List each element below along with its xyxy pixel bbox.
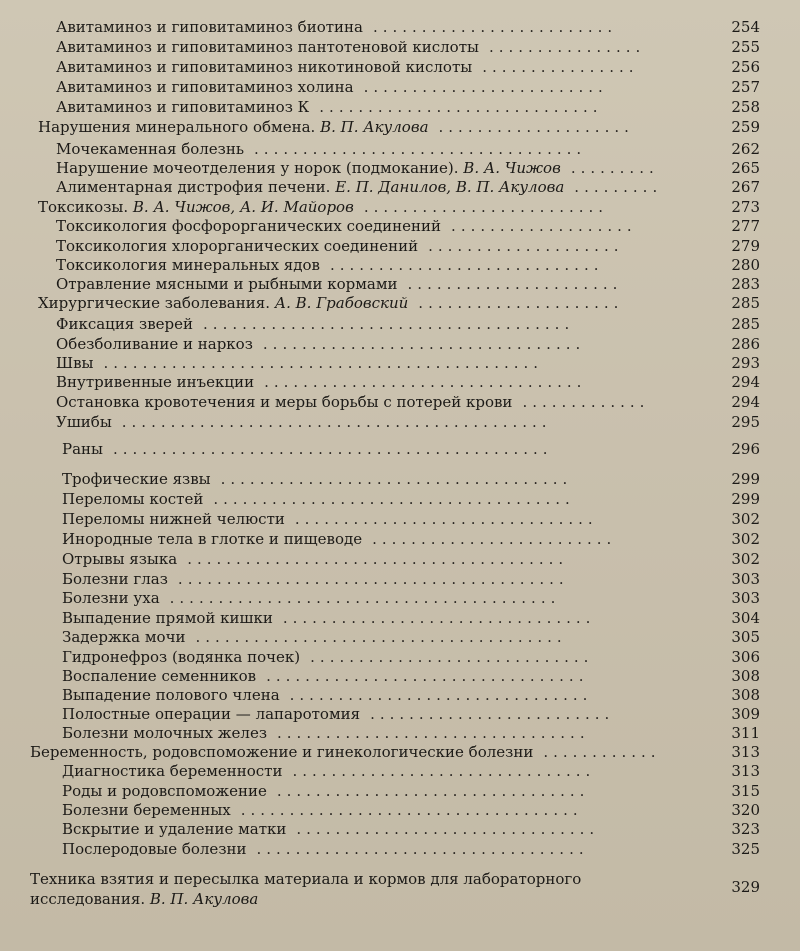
toc-entry-title [62, 762, 282, 780]
toc-entry-page: 309 [731, 705, 760, 723]
toc-entry-title-text: Болезни беременных [62, 801, 231, 819]
dot-leader: .................................. [256, 840, 589, 858]
dot-leader: ........................................ [177, 570, 569, 588]
toc-entry-page: 302 [731, 530, 760, 548]
toc-entry-page: 305 [731, 628, 760, 646]
toc-entry-page: 259 [731, 118, 760, 136]
toc-entry-title [62, 490, 203, 508]
toc-entry-page: 329 [731, 878, 760, 896]
dot-leader: ............................ [329, 256, 604, 274]
toc-entry-page: 294 [731, 393, 760, 411]
toc-entry-title [38, 294, 408, 312]
toc-entry-page: 256 [731, 58, 760, 76]
toc-entry-author: А. В. Грабовский [274, 294, 409, 312]
dot-leader: ................................ [277, 724, 590, 742]
toc-entry-title-text: Обезболивание и наркоз [56, 335, 253, 353]
toc-entry-title-text: Болезни молочных желез [62, 724, 268, 742]
toc-entry-page: 302 [731, 510, 760, 528]
toc-entry-title [62, 589, 160, 607]
toc-entry-title [62, 570, 168, 588]
dot-leader: ....................................... [187, 550, 569, 568]
toc-entry-title-text: Авитаминоз и гиповитаминоз пантотеновой кислоты [56, 38, 479, 56]
toc-entry-title-text: Выпадение полового члена [62, 686, 280, 704]
dot-leader: ............................. [319, 98, 603, 116]
dot-leader: ......................... [372, 530, 617, 548]
dot-leader: ................................ [282, 609, 596, 627]
toc-entry-title [56, 18, 363, 36]
toc-entry-title [56, 256, 320, 274]
toc-entry-page: 315 [731, 782, 760, 800]
toc-entry-title [56, 373, 254, 391]
toc-entry-title [30, 870, 581, 888]
toc-entry-title-text: Переломы костей [62, 490, 204, 508]
toc-entry-title [56, 38, 479, 56]
toc-entry-title-text: Мочекаменная болезнь [56, 140, 245, 158]
toc-entry-title [56, 335, 253, 353]
toc-entry-page: 296 [731, 440, 760, 458]
toc-entry-title-text: Токсикозы. [38, 198, 129, 216]
toc-entry-title [62, 686, 280, 704]
toc-entry-page: 267 [731, 178, 760, 196]
toc-entry-title-text: Задержка мочи [62, 628, 186, 646]
toc-entry-page: 280 [731, 256, 760, 274]
toc-entry-title-text: Полостные операции — лапаротомия [62, 705, 361, 723]
dot-leader: ............................. [310, 648, 594, 666]
dot-leader: ......... [574, 178, 663, 196]
toc-entry-title-text: Роды и родовспоможение [62, 782, 267, 800]
dot-leader: ..................... [418, 294, 624, 312]
toc-entry-page: 285 [731, 294, 760, 312]
dot-leader: ......................... [370, 705, 615, 723]
toc-entry-title-text: Выпадение прямой кишки [62, 609, 273, 627]
toc-entry-title [62, 440, 103, 458]
dot-leader: ......................... [363, 78, 608, 96]
toc-entry-page: 283 [731, 275, 760, 293]
dot-leader: ...................................... [203, 315, 575, 333]
toc-entry-title [56, 58, 472, 76]
dot-leader: ...................... [407, 275, 623, 293]
toc-entry-page: 254 [731, 18, 760, 36]
toc-entry-title [56, 140, 244, 158]
toc-entry-page: 313 [731, 762, 760, 780]
dot-leader: ........................................ [169, 589, 561, 607]
dot-leader: ................... [451, 217, 637, 235]
toc-entry-title [62, 550, 177, 568]
toc-entry-title [62, 470, 211, 488]
toc-entry-title [56, 217, 441, 235]
toc-entry-page: 255 [731, 38, 760, 56]
toc-entry-title-text: Токсикология минеральных ядов [56, 256, 320, 274]
toc-entry-page: 303 [731, 570, 760, 588]
dot-leader: ............................... [294, 510, 598, 528]
toc-entry-title [62, 648, 300, 666]
toc-entry-title [56, 354, 94, 372]
toc-entry-page: 257 [731, 78, 760, 96]
toc-entry-title-text: Отравление мясными и рыбными кормами [56, 275, 398, 293]
toc-entry-title [38, 198, 354, 216]
toc-entry-title-text: Переломы нижней челюсти [62, 510, 285, 528]
toc-entry-page: 302 [731, 550, 760, 568]
toc-entry-title-text: Фиксация зверей [56, 315, 194, 333]
toc-entry-title [62, 609, 273, 627]
toc-entry-page: 304 [731, 609, 760, 627]
toc-entry-title-text: Болезни глаз [62, 570, 168, 588]
toc-entry-title-text: Авитаминоз и гиповитаминоз никотиновой кислоты [56, 58, 473, 76]
toc-entry-page: 299 [731, 490, 760, 508]
toc-entry-page: 273 [731, 198, 760, 216]
dot-leader: .................... [438, 118, 634, 136]
toc-entry-title-text: Отрывы языка [62, 550, 178, 568]
toc-entry-title-text: Внутривенные инъекции [56, 373, 255, 391]
toc-entry-title-text: Хирургические заболевания. [38, 294, 270, 312]
dot-leader: ............ [543, 743, 661, 761]
toc-entry-page: 295 [731, 413, 760, 431]
dot-leader: .................................... [220, 470, 573, 488]
toc-entry-title-text: Трофические язвы [62, 470, 211, 488]
dot-leader: ............................... [296, 820, 600, 838]
toc-entry-title-text: Воспаление семенников [62, 667, 257, 685]
dot-leader: ......................... [372, 18, 618, 36]
dot-leader: ...................................... [195, 628, 567, 646]
toc-entry-page: 311 [731, 724, 760, 742]
toc-entry-author: В. П. Акулова [320, 118, 429, 136]
dot-leader: ............................... [292, 762, 596, 780]
toc-entry-title [62, 510, 285, 528]
toc-entry-title [62, 530, 362, 548]
toc-entry-page: 293 [731, 354, 760, 372]
toc-entry-page: 277 [731, 217, 760, 235]
toc-entry-title-text: Нарушения минерального обмена. [38, 118, 316, 136]
toc-entry-author: В. А. Чижов [463, 159, 561, 177]
toc-entry-title [62, 801, 231, 819]
toc-entry-title-text: Гидронефроз (водянка почек) [62, 648, 301, 666]
toc-entry-title [62, 820, 286, 838]
dot-leader: ............. [522, 393, 650, 411]
toc-entry-title [62, 667, 256, 685]
dot-leader: ............................................ [121, 413, 552, 431]
dot-leader: ................................. [262, 335, 586, 353]
toc-entry-title [62, 724, 267, 742]
toc-entry-title-text: Послеродовые болезни [62, 840, 247, 858]
toc-entry-title [62, 782, 267, 800]
toc-entry-title-text: Авитаминоз и гиповитаминоз холина [56, 78, 354, 96]
toc-entry-title [56, 237, 418, 255]
dot-leader: ............................................. [112, 440, 553, 458]
dot-leader: ................................. [264, 373, 587, 391]
toc-entry-page: 320 [731, 801, 760, 819]
toc-entry-title [56, 159, 561, 177]
toc-entry-title-text: Нарушение мочеотделения у норок (подмокание). [56, 159, 459, 177]
toc-entry-title-text: Авитаминоз и гиповитаминоз К [56, 98, 310, 116]
dot-leader: ................................... [240, 801, 583, 819]
toc-entry-title [56, 178, 564, 196]
toc-entry-title-text: Токсикология фосфорорганических соединений [56, 217, 442, 235]
dot-leader: ................................ [276, 782, 590, 800]
toc-entry-page: 313 [731, 743, 760, 761]
toc-entry-title-text: Остановка кровотечения и меры борьбы с потерей крови [56, 393, 513, 411]
toc-entry-title [62, 705, 360, 723]
toc-entry-page: 308 [731, 686, 760, 704]
toc-entry-page: 303 [731, 589, 760, 607]
toc-entry-page: 265 [731, 159, 760, 177]
toc-entry-author: Е. П. Данилов, В. П. Акулова [335, 178, 565, 196]
toc-entry-title [56, 275, 398, 293]
dot-leader: ............................... [289, 686, 593, 704]
toc-entry-title [56, 315, 193, 333]
dot-leader: ................................. [266, 667, 589, 685]
dot-leader: ................ [482, 58, 639, 76]
toc-entry-title [56, 98, 309, 116]
toc-entry-title-text: Вскрытие и удаление матки [62, 820, 287, 838]
toc-entry-title [56, 413, 112, 431]
dot-leader: ......... [570, 159, 659, 177]
toc-entry-page: 306 [731, 648, 760, 666]
toc-entry-title [30, 743, 533, 761]
toc-entry-title-text: Алиментарная дистрофия печени. [56, 178, 331, 196]
toc-entry-title [62, 840, 247, 858]
dot-leader: ................ [488, 38, 646, 56]
toc-entry-title-text: Швы [56, 354, 94, 372]
toc-entry-title-text: Токсикология хлорорганических соединений [56, 237, 419, 255]
toc-entry-page: 285 [731, 315, 760, 333]
toc-entry-title-continued: исследования. В. П. Акулова [30, 890, 259, 908]
toc-entry-title-text: Инородные тела в глотке и пищеводе [62, 530, 363, 548]
dot-leader: ............................................. [103, 354, 544, 372]
toc-entry-title-text: Болезни уха [62, 589, 160, 607]
toc-entry-title-text: Диагностика беременности [62, 762, 283, 780]
toc-entry-title [56, 78, 354, 96]
toc-entry-title-text: Техника взятия и пересылка материала и кормов для лабораторного [30, 870, 582, 888]
toc-entry-page: 294 [731, 373, 760, 391]
toc-entry-title [62, 628, 186, 646]
toc-entry-title [56, 393, 512, 411]
toc-entry-page: 323 [731, 820, 760, 838]
toc-entry-title-text: Беременность, родовспоможение и гинекологические болезни [30, 743, 534, 761]
dot-leader: ..................................... [213, 490, 575, 508]
dot-leader: .................... [428, 237, 624, 255]
toc-entry-page: 258 [731, 98, 760, 116]
toc-entry-page: 325 [731, 840, 760, 858]
dot-leader: .................................. [254, 140, 587, 158]
toc-entry-title-text: Ушибы [56, 413, 112, 431]
toc-entry-title-text: Раны [62, 440, 103, 458]
toc-entry-page: 299 [731, 470, 760, 488]
toc-entry-title-text: Авитаминоз и гиповитаминоз биотина [56, 18, 363, 36]
toc-entry-page: 286 [731, 335, 760, 353]
toc-entry-page: 308 [731, 667, 760, 685]
toc-entry-author: В. А. Чижов, А. И. Майоров [132, 198, 354, 216]
toc-entry-title [38, 118, 429, 136]
toc-entry-page: 262 [731, 140, 760, 158]
toc-entry-author: В. П. Акулова [149, 890, 259, 908]
toc-entry-page: 279 [731, 237, 760, 255]
dot-leader: ......................... [363, 198, 609, 216]
